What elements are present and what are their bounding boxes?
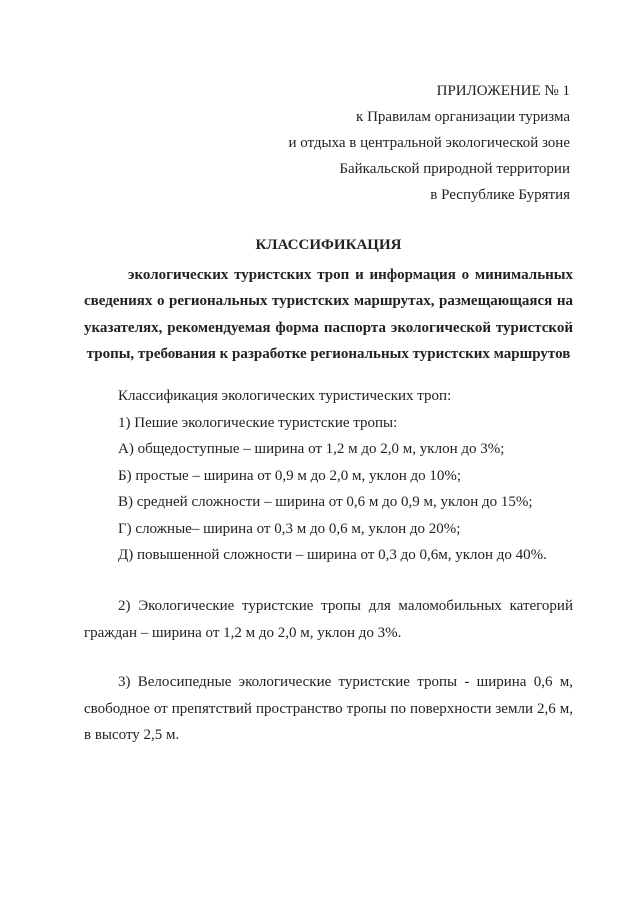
sub-item-high-difficulty: Д) повышенной сложности – ширина от 0,3 до 0,6м, уклон до 40%. [118,547,547,563]
list-item-bicycle-trails: 3) Велосипедные экологические туристские тропы - ширина 0,6 м, свободное от препятствий пространство тропы по поверхности земли 2,6 м, в высоту 2,5 м. [84,674,573,743]
sub-item-difficult: Г) сложные– ширина от 0,3 м до 0,6 м, уклон до 20%; [118,520,461,537]
classification-list [84,383,573,569]
appendix-line: Байкальской природной территории [339,161,570,177]
appendix-header [288,78,570,208]
document-subtitle: экологических туристских троп и информация о минимальных сведениях о региональных туристских маршрутах, размещающаяся на указателях, рекомендуемая форма паспорта экологической туристской тропы, требования к разработке региональных туристских маршрутов [84,266,573,362]
appendix-line: к Правилам организации туризма [356,109,570,125]
list-item-low-mobility-trails: 2) Экологические туристские тропы для маломобильных категорий граждан – ширина от 1,2 м до 2,0 м, уклон до 3%. [84,598,573,641]
sub-item-public: А) общедоступные – ширина от 1,2 м до 2,0 м, уклон до 3%; [118,441,505,457]
document-heading [84,232,573,368]
list-item-walking-trails: 1) Пешие экологические туристские тропы: [118,414,398,431]
classification-intro: Классификация экологических туристических троп: [118,388,452,404]
sub-item-simple: Б) простые – ширина от 0,9 м до 2,0 м, уклон до 10%; [118,467,462,484]
appendix-line: в Республике Бурятия [430,187,570,203]
appendix-line: ПРИЛОЖЕНИЕ № 1 [436,83,570,99]
sub-item-medium: В) средней сложности – ширина от 0,6 м до 0,9 м, уклон до 15%; [118,494,533,510]
document-title: КЛАССИФИКАЦИЯ [255,237,402,253]
appendix-line: и отдыха в центральной экологической зоне [288,135,570,151]
